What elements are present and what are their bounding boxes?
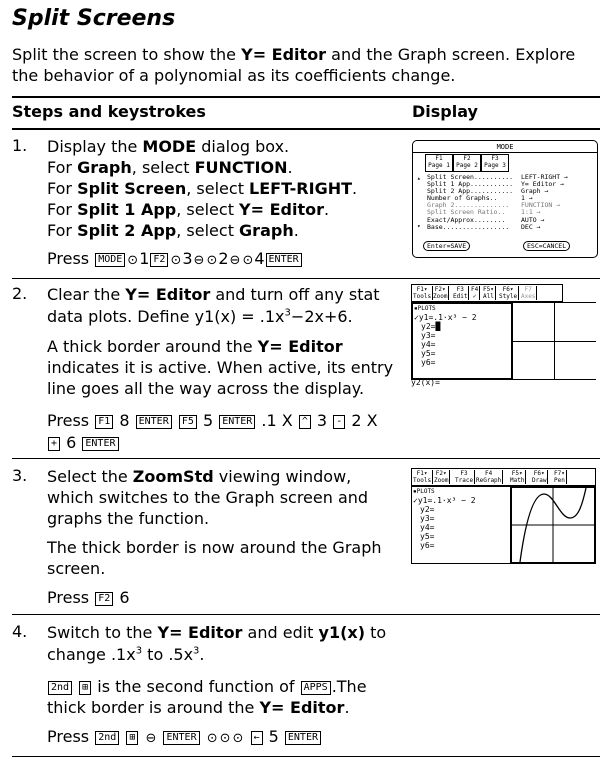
graph-split-screen — [411, 468, 596, 572]
key-mode: MODE — [95, 253, 125, 267]
key-enter: ENTER — [266, 253, 302, 267]
entry-line: y2(x)= — [411, 378, 440, 387]
keystrokes: Press 2nd ⊞ ⊖ ENTER ⊙ ⊙ ⊙ ← 5 ENTER — [47, 726, 397, 750]
y-editor-split-screen — [411, 284, 596, 388]
table-header-rule — [12, 128, 600, 130]
mode-tab-1: F1 Page 1 — [425, 154, 453, 172]
step-text: Switch to the Y= Editor and edit y1(x) to change $.1x^3$ to $.5x^3$. 2nd ⊞ is the second function of APPS .The thick border is around the Y= Editor. — [47, 623, 387, 717]
graph-pane — [511, 302, 596, 380]
toolbar: F1▾ Tools F2▾ Zoom F3 Edit F4 ✓ F5▾ All F6▾ Style F7 Axes — [411, 284, 563, 302]
page-title: Split Screens — [12, 6, 176, 31]
mode-tab-2: F2 Page 2 — [453, 154, 481, 172]
step-separator — [12, 614, 600, 615]
mode-row-4-label: Graph 2.............. — [427, 201, 510, 209]
keystrokes: Press F2 6 — [47, 588, 130, 607]
mode-row-6-label: Exact/Approx........ — [427, 216, 506, 224]
mode-row-3-value: 1 → — [521, 194, 533, 202]
column-header-steps: Steps and keystrokes — [12, 102, 206, 121]
y-editor-pane: ▪PLOTS ✓y1=.1·x³ − 2 y2= y3= y4= y5= y6= — [411, 486, 511, 564]
step-separator — [12, 458, 600, 459]
step-2 — [12, 280, 600, 458]
mode-row-7-value: DEC → — [521, 223, 541, 231]
mode-row-4-value: FUNCTION → — [521, 201, 561, 209]
intro-text-1: Split the screen to show the — [12, 45, 242, 64]
function-graph — [512, 488, 594, 562]
step-text: Display the MODE dialog box. For Graph, select FUNCTION. For Split Screen, select LEFT-RIGHT. For Split 1 App, select Y= Editor. For Split 2 App, select Graph. — [47, 137, 358, 240]
mode-save-button: Enter=SAVE — [423, 241, 470, 251]
intro-text-2: Y= Editor — [241, 45, 327, 64]
mode-row-1-value: Y= Editor → — [521, 180, 565, 188]
step-text: Select the ZoomStd viewing window, which switches to the Graph screen and graphs the function. The thick border is now around the Graph screen. — [47, 467, 382, 578]
keystrokes: Press F1 8 ENTER F5 5 ENTER .1 X ^ 3 - 2 X + 6 ENTER — [47, 411, 378, 452]
mode-row-2-value: Graph → — [521, 187, 549, 195]
mode-tab-3: F3 Page 3 — [481, 154, 509, 172]
mode-row-6-value: AUTO → — [521, 216, 545, 224]
step-3 — [12, 460, 600, 614]
step-1 — [12, 134, 600, 278]
keystrokes: Press MODE ⊙1 F2 ⊙3⊖ ⊙2⊖ ⊙4 ENTER — [47, 248, 397, 272]
table-top-rule — [12, 96, 600, 98]
scroll-arrows-icon: ▴ — [417, 175, 421, 182]
mode-row-3-label: Number of Graphs.. — [427, 194, 498, 202]
mode-row-0-value: LEFT-RIGHT → — [521, 173, 568, 181]
mode-dialog-screen — [412, 140, 598, 258]
mode-row-5-label: Split Screen Ratio.. — [427, 208, 506, 216]
step-text: Clear the Y= Editor and turn off any stat data plots. Define $y1(x) = .1x^3-2x+6$. A thick border around the Y= Editor indicates it is active. When active, its entry line goes all the way across the display. — [47, 285, 394, 398]
step-number: 2. — [12, 284, 28, 303]
step-number: 4. — [12, 622, 28, 641]
mode-row-7-label: Base................. — [427, 223, 510, 231]
mode-title: MODE — [413, 143, 597, 153]
column-header-display: Display — [412, 102, 478, 121]
toolbar: F1▾ Tools F2▾ Zoom F3 Trace F4 ReGraph F5▾ Math F6▾ Draw F7▾ Pen — [411, 468, 596, 486]
step-number: 1. — [12, 136, 28, 155]
mode-row-1-label: Split 1 App........... — [427, 180, 514, 188]
key-f2: F2 — [150, 253, 168, 267]
mode-row-2-label: Split 2 App........... — [427, 187, 514, 195]
step-separator — [12, 278, 600, 279]
step-number: 3. — [12, 466, 28, 485]
intro-text-3: and the Graph screen. Explore the behavior of a polynomial as its coefficients change. — [12, 45, 576, 85]
graph-pane — [510, 486, 596, 564]
mode-row-5-value: 1:1 → — [521, 208, 541, 216]
intro-paragraph — [12, 44, 600, 86]
table-bottom-rule — [12, 756, 600, 757]
scroll-arrows-icon: ▾ — [417, 223, 421, 230]
y-editor-pane: ▪PLOTS ✓y1=.1·x³ − 2 y2=█ y3= y4= y5= y6= — [411, 302, 513, 380]
step-4 — [12, 616, 600, 756]
mode-row-0-label: Split Screen.......... — [427, 173, 514, 181]
mode-cancel-button: ESC=CANCEL — [523, 241, 570, 251]
